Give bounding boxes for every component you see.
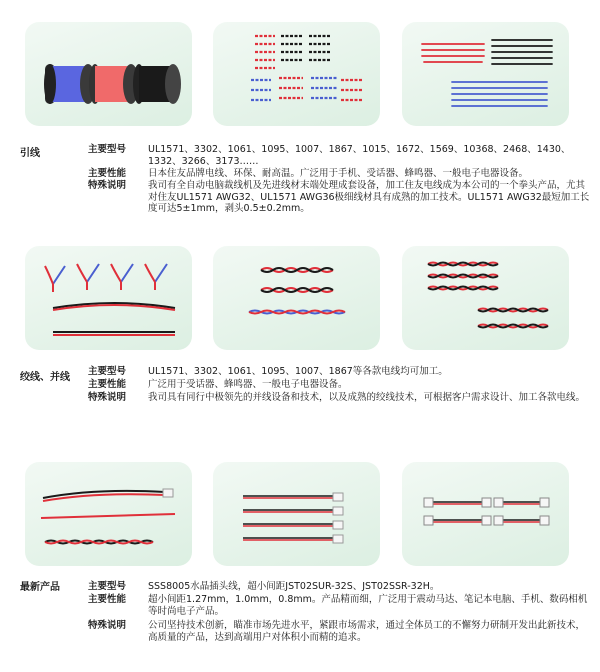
spec-row-performance — [88, 594, 590, 617]
spec-key: 主要型号 — [88, 144, 127, 155]
photo-y-split-wires — [25, 246, 192, 350]
spec-value: SSS8005水晶插头线，超小间距JST02SUR-32S、JST02SSR-32H。 — [148, 581, 440, 592]
spec-row-models — [88, 144, 590, 167]
photo-jst-connectors — [402, 462, 569, 566]
spec-key: 主要性能 — [88, 594, 127, 605]
spec-key: 特殊说明 — [88, 620, 127, 631]
section-label-twisted-wire: 绞线、并线 — [20, 372, 70, 383]
spec-row-models — [88, 581, 590, 593]
spec-row-notes — [88, 620, 590, 643]
photo-connector-leads — [25, 462, 192, 566]
section-label-lead-wire: 引线 — [20, 148, 40, 159]
spec-row-notes — [88, 180, 590, 215]
spec-key: 主要性能 — [88, 379, 127, 390]
spec-value: 日本住友品牌电线、环保、耐高温。广泛用于手机、受话器、蜂鸣器、一般电子电器设备。 — [148, 168, 529, 179]
spec-key: 特殊说明 — [88, 180, 127, 191]
spec-key: 主要性能 — [88, 168, 127, 179]
spec-row-performance — [88, 168, 590, 180]
photo-long-wires — [402, 22, 569, 126]
photo-cut-wires — [213, 22, 380, 126]
spec-value: 公司坚持技术创新，瞄准市场先进水平，紧跟市场需求，通过全体员工的不懈努力研制开发出此新技术，高质量的产品，达到高端用户对体积小而精的追求。 — [148, 620, 586, 643]
photo-wire-spools — [25, 22, 192, 126]
spec-value: UL1571、3302、1061、1095、1007、1867等各款电线均可加工。 — [148, 366, 448, 377]
spec-value: UL1571、3302、1061、1095、1007、1867、1015、1672、1569、10368、2468、1430、1332、3266、3173…… — [148, 144, 571, 167]
spec-key: 特殊说明 — [88, 392, 127, 403]
spec-row-models — [88, 366, 590, 378]
spec-key: 主要型号 — [88, 366, 127, 377]
spec-value: 我司有全自动电脑裁线机及先进线材末端处理成套设备，加工住友电线成为本公司的一个拳头产品，尤其对住友UL1571 AWG32、UL1571 AWG36极细线材具有成熟的加工技术。UL1571 AWG32最短加工长度可达5±1mm，剥头0.5±0.2mm。 — [148, 180, 590, 214]
spec-value: 广泛用于受话器、蜂鸣器、一般电子电器设备。 — [148, 379, 348, 390]
section-label-new-products: 最新产品 — [20, 582, 60, 593]
spec-row-performance — [88, 379, 590, 391]
spec-value: 我司具有同行中极领先的并线设备和技术，以及成熟的绞线技术，可根据客户需求设计、加工各款电线。 — [148, 392, 586, 403]
photo-twisted-short — [402, 246, 569, 350]
photo-fine-pitch-cables — [213, 462, 380, 566]
spec-row-notes — [88, 392, 590, 404]
spec-value: 超小间距1.27mm，1.0mm，0.8mm。产品精而细，广泛用于震动马达、笔记本电脑、手机、数码相机等时尚电子产品。 — [148, 594, 588, 617]
photo-twisted-pairs — [213, 246, 380, 350]
spec-key: 主要型号 — [88, 581, 127, 592]
